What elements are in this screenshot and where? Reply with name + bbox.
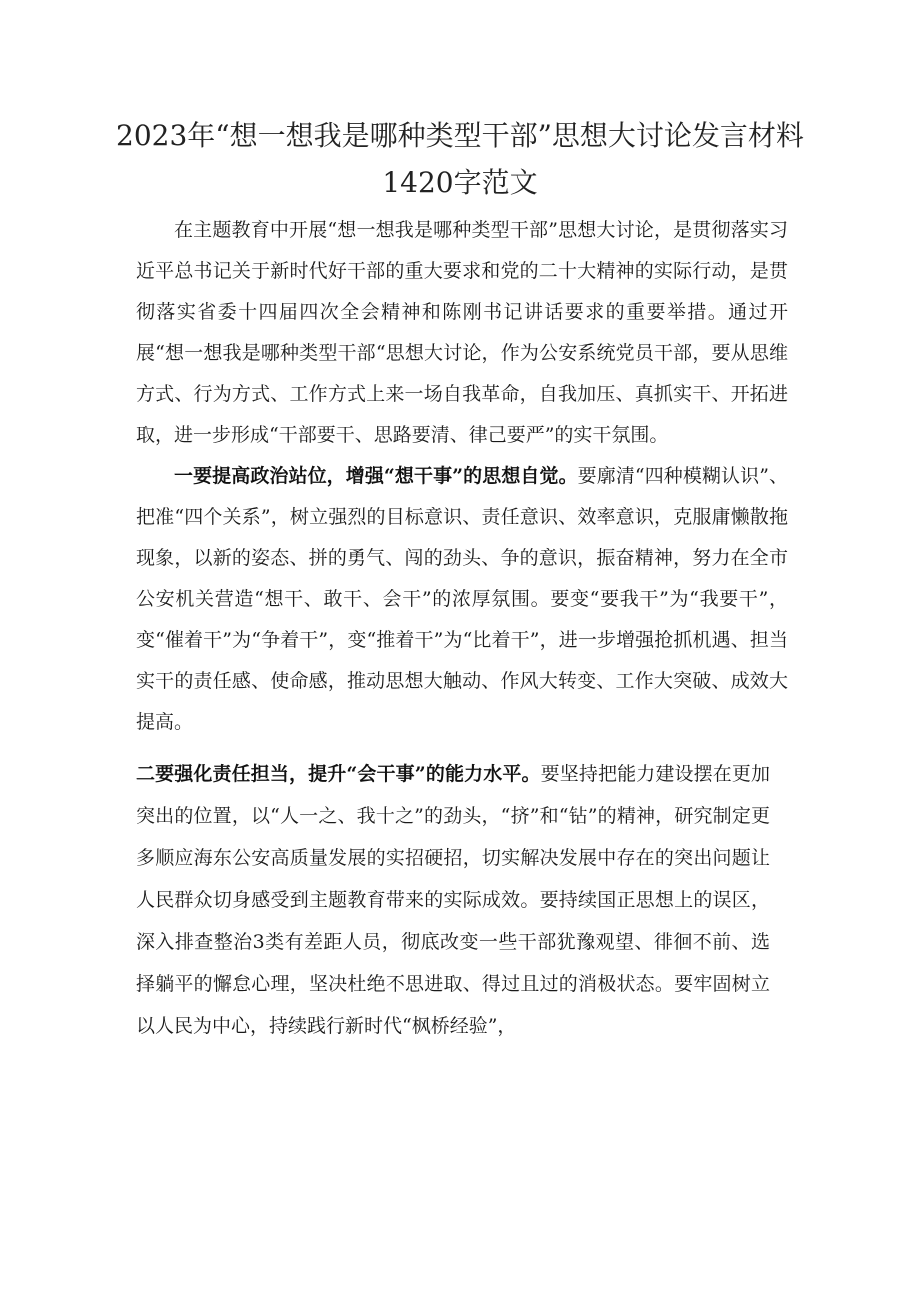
- paragraph-point-one-text: 要廓清“四种模糊认识”、把准“四个关系”，树立强烈的目标意识、责任意识、效率意识，克服庸懒散拖现象，以新的姿态、拼的勇气、闯的劲头、争的意识，振奋精神，努力在全市公安机关营造“想干、敢干、会干”的浓厚氛围。要变“要我干”为“我要干”，变“催着干”为“争着干”，变“推着干”为“比着干”，进一步增强抢抓机遇、担当实干的责任感、使命感，推动思想大触动、作风大转变、工作大突破、成效大提高。: [136, 465, 789, 733]
- document-title: 2023年“想一想我是哪种类型干部”思想大讨论发言材料1420字范文: [116, 119, 804, 199]
- paragraph-intro: [136, 210, 788, 456]
- paragraph-point-two: [136, 753, 788, 1047]
- document-body: [136, 210, 788, 1047]
- paragraph-point-two-heading: 二要强化责任担当，提升“会干事”的能力水平。: [136, 763, 541, 785]
- paragraph-point-one-heading: 一要提高政治站位，增强“想干事”的思想自觉。: [174, 465, 578, 487]
- paragraph-point-two-text: 要坚持把能力建设摆在更加突出的位置，以“人一之、我十之”的劲头，“挤”和“钻”的精神，研究制定更多顺应海东公安高质量发展的实招硬招，切实解决发展中存在的突出问题让人民群众切身感受到主题教育带来的实际成效。要持续国正思想上的误区，深入排查整治3类有差距人员，彻底改变一些干部犹豫观望、徘徊不前、选择躺平的懈怠心理，坚决杜绝不思进取、得过且过的消极状态。要牢固树立以人民为中心，持续践行新时代“枫桥经验”，: [136, 763, 770, 1037]
- paragraph-point-one: [136, 456, 788, 743]
- paragraph-intro-text: 在主题教育中开展“想一想我是哪种类型干部”思想大讨论，是贯彻落实习近平总书记关于新时代好干部的重大要求和党的二十大精神的实际行动，是贯彻落实省委十四届四次全会精神和陈刚书记讲话要求的重要举措。通过开展“想一想我是哪种类型干部“思想大讨论，作为公安系统党员干部，要从思维方式、行为方式、工作方式上来一场自我革命，自我加压、真抓实干、开拓进取，进一步形成“干部要干、思路要清、律己要严”的实干氛围。: [136, 219, 788, 446]
